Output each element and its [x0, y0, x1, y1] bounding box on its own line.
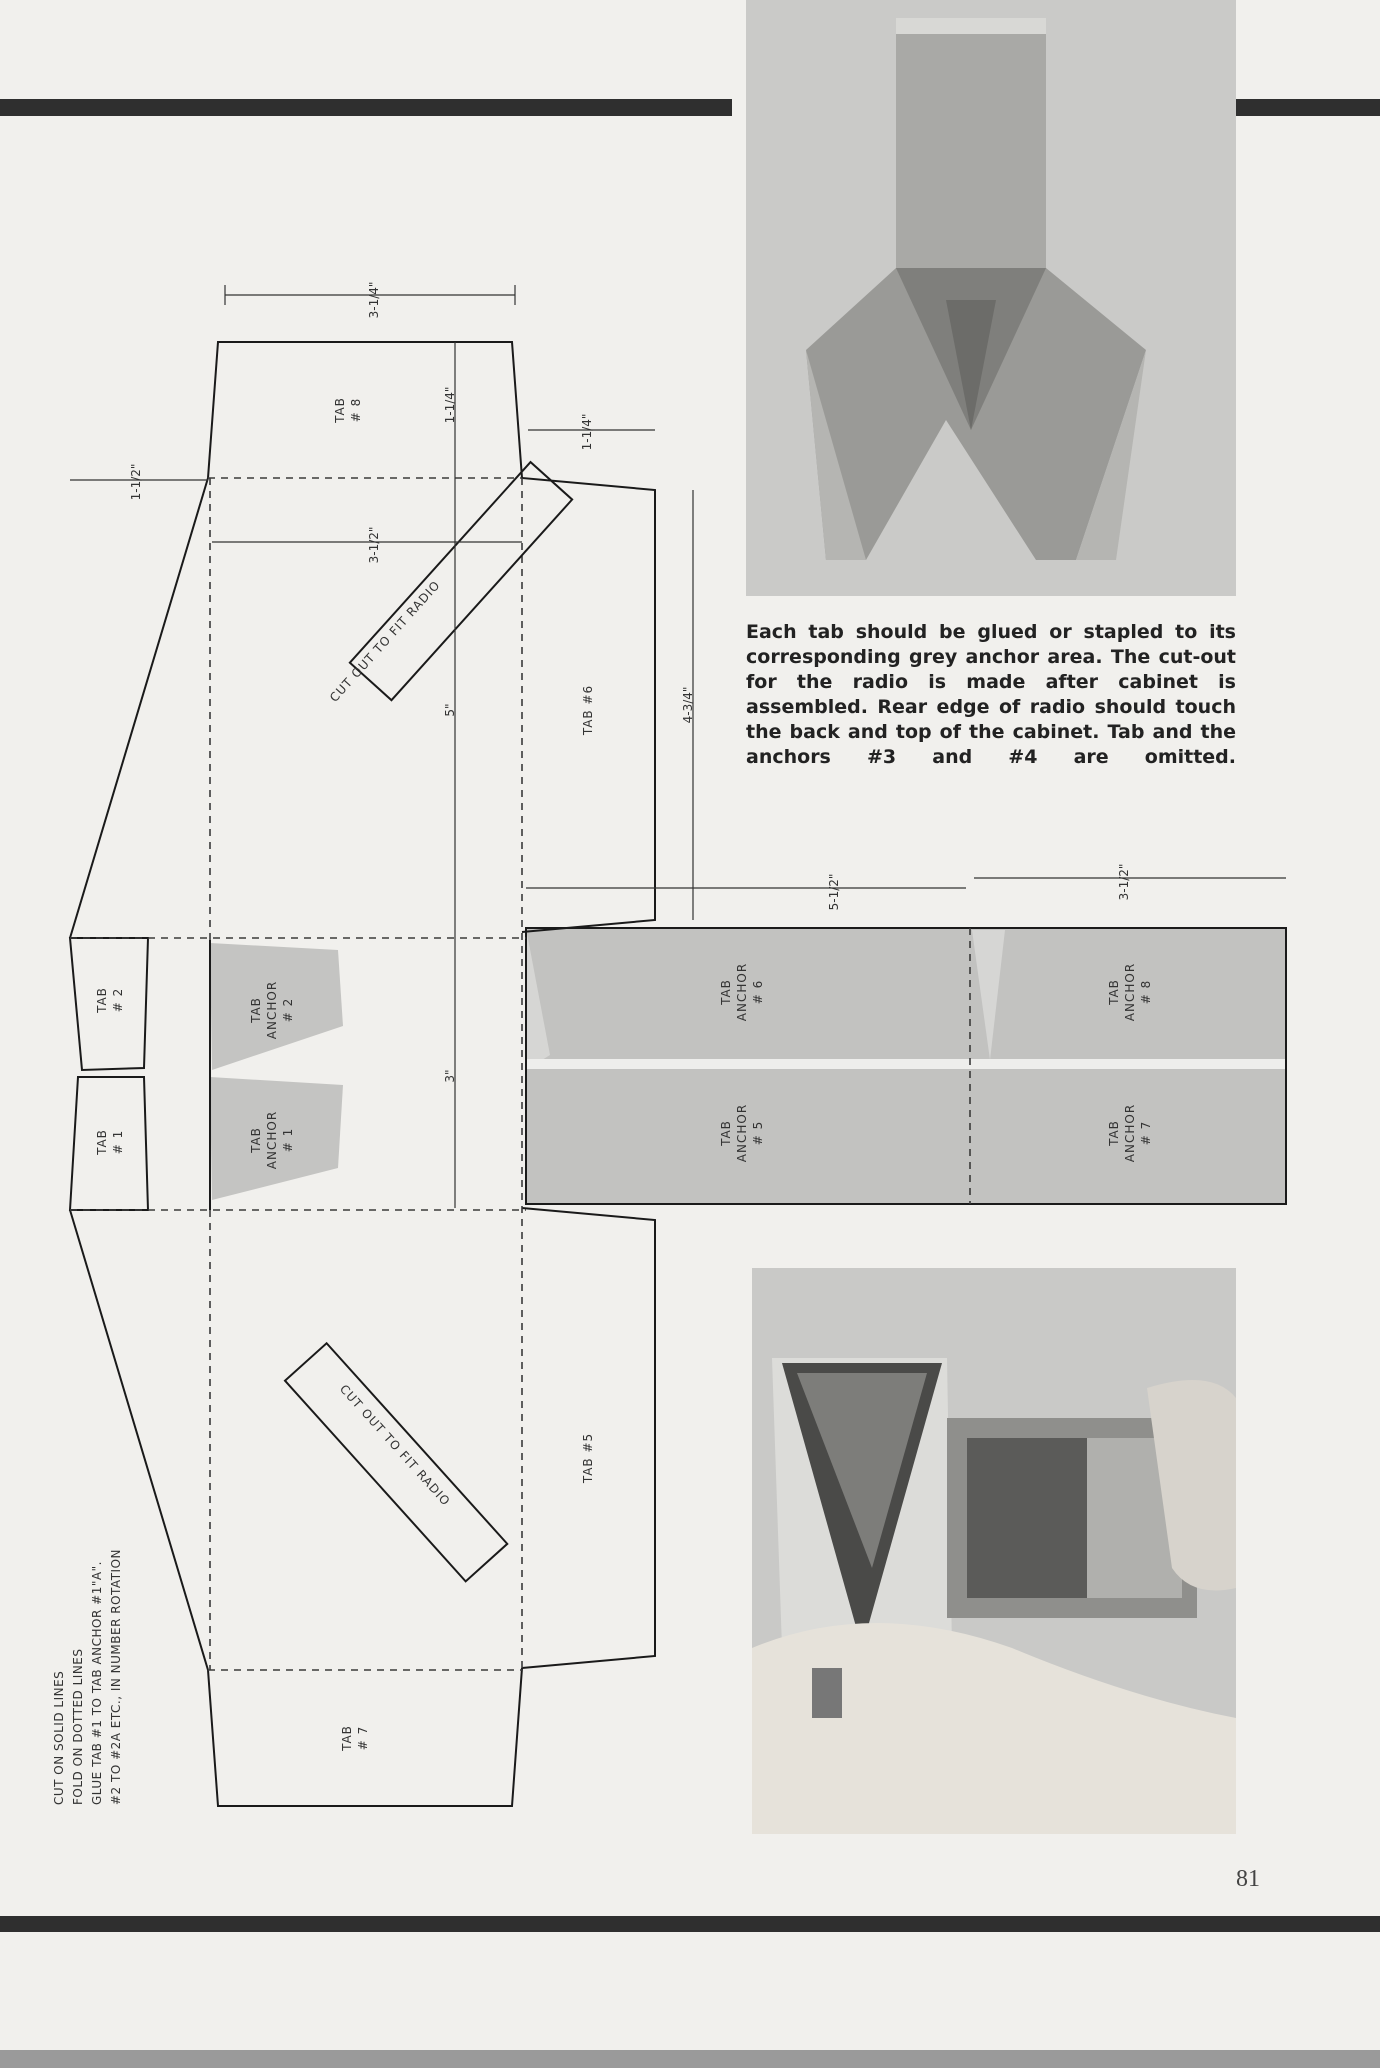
- anchor8-label: TAB ANCHOR # 8: [1107, 962, 1153, 1022]
- bottom-rule: [0, 1916, 1380, 1932]
- tab1-label: TAB # 1: [95, 1129, 125, 1155]
- instruction-line-2: FOLD ON DOTTED LINES: [71, 1648, 85, 1805]
- dim-3-1-2-b: 3-1/2": [1117, 863, 1131, 901]
- instruction-line-1: CUT ON SOLID LINES: [52, 1670, 66, 1805]
- anchor7-label: TAB ANCHOR # 7: [1107, 1103, 1153, 1163]
- instruction-line-3: GLUE TAB #1 TO TAB ANCHOR #1"A".: [90, 1561, 104, 1805]
- anchor6-label: TAB ANCHOR # 6: [719, 962, 765, 1022]
- dim-3-1-4: 3-1/4": [367, 281, 381, 319]
- tab-labels: [95, 397, 595, 1752]
- page-number: 81: [1236, 1866, 1260, 1892]
- tab7-label: TAB # 7: [340, 1725, 370, 1751]
- tab2-label: TAB # 2: [95, 987, 125, 1013]
- cutout-bottom-label: CUT OUT TO FIT RADIO: [336, 1381, 454, 1509]
- instructions-block: [52, 1549, 123, 1805]
- dim-3: 3": [443, 1069, 457, 1083]
- dim-5-1-2: 5-1/2": [827, 873, 841, 911]
- tab6-label: TAB #6: [581, 684, 595, 736]
- tab8-label: TAB # 8: [333, 397, 363, 423]
- dim-3-1-2-a: 3-1/2": [367, 526, 381, 564]
- caption-text: Each tab should be glued or stapled to its corresponding grey anchor area. The cut-out for the radio is made after cabinet is assembled. Rear edge of radio should touch the back and top of the cabinet. Tab and the anchors #3 and #4 are omitted.: [746, 621, 1236, 768]
- dim-1-1-4-b: 1-1/4": [580, 413, 594, 451]
- cutout-labels: [327, 578, 453, 1509]
- anchor2-label: TAB ANCHOR # 2: [249, 980, 295, 1040]
- anchor5-label: TAB ANCHOR # 5: [719, 1103, 765, 1163]
- dim-4-3-4: 4-3/4": [681, 686, 695, 724]
- instruction-line-4: #2 TO #2A ETC., IN NUMBER ROTATION: [109, 1549, 123, 1805]
- tab5-label: TAB #5: [581, 1432, 595, 1484]
- cutout-top-label: CUT OUT TO FIT RADIO: [326, 577, 444, 705]
- anchor1-label: TAB ANCHOR # 1: [249, 1110, 295, 1170]
- dim-1-1-4-a: 1-1/4": [443, 386, 457, 424]
- dim-1-1-2: 1-1/2": [129, 463, 143, 501]
- dim-5: 5": [443, 703, 457, 717]
- footer-band: [0, 2050, 1380, 2068]
